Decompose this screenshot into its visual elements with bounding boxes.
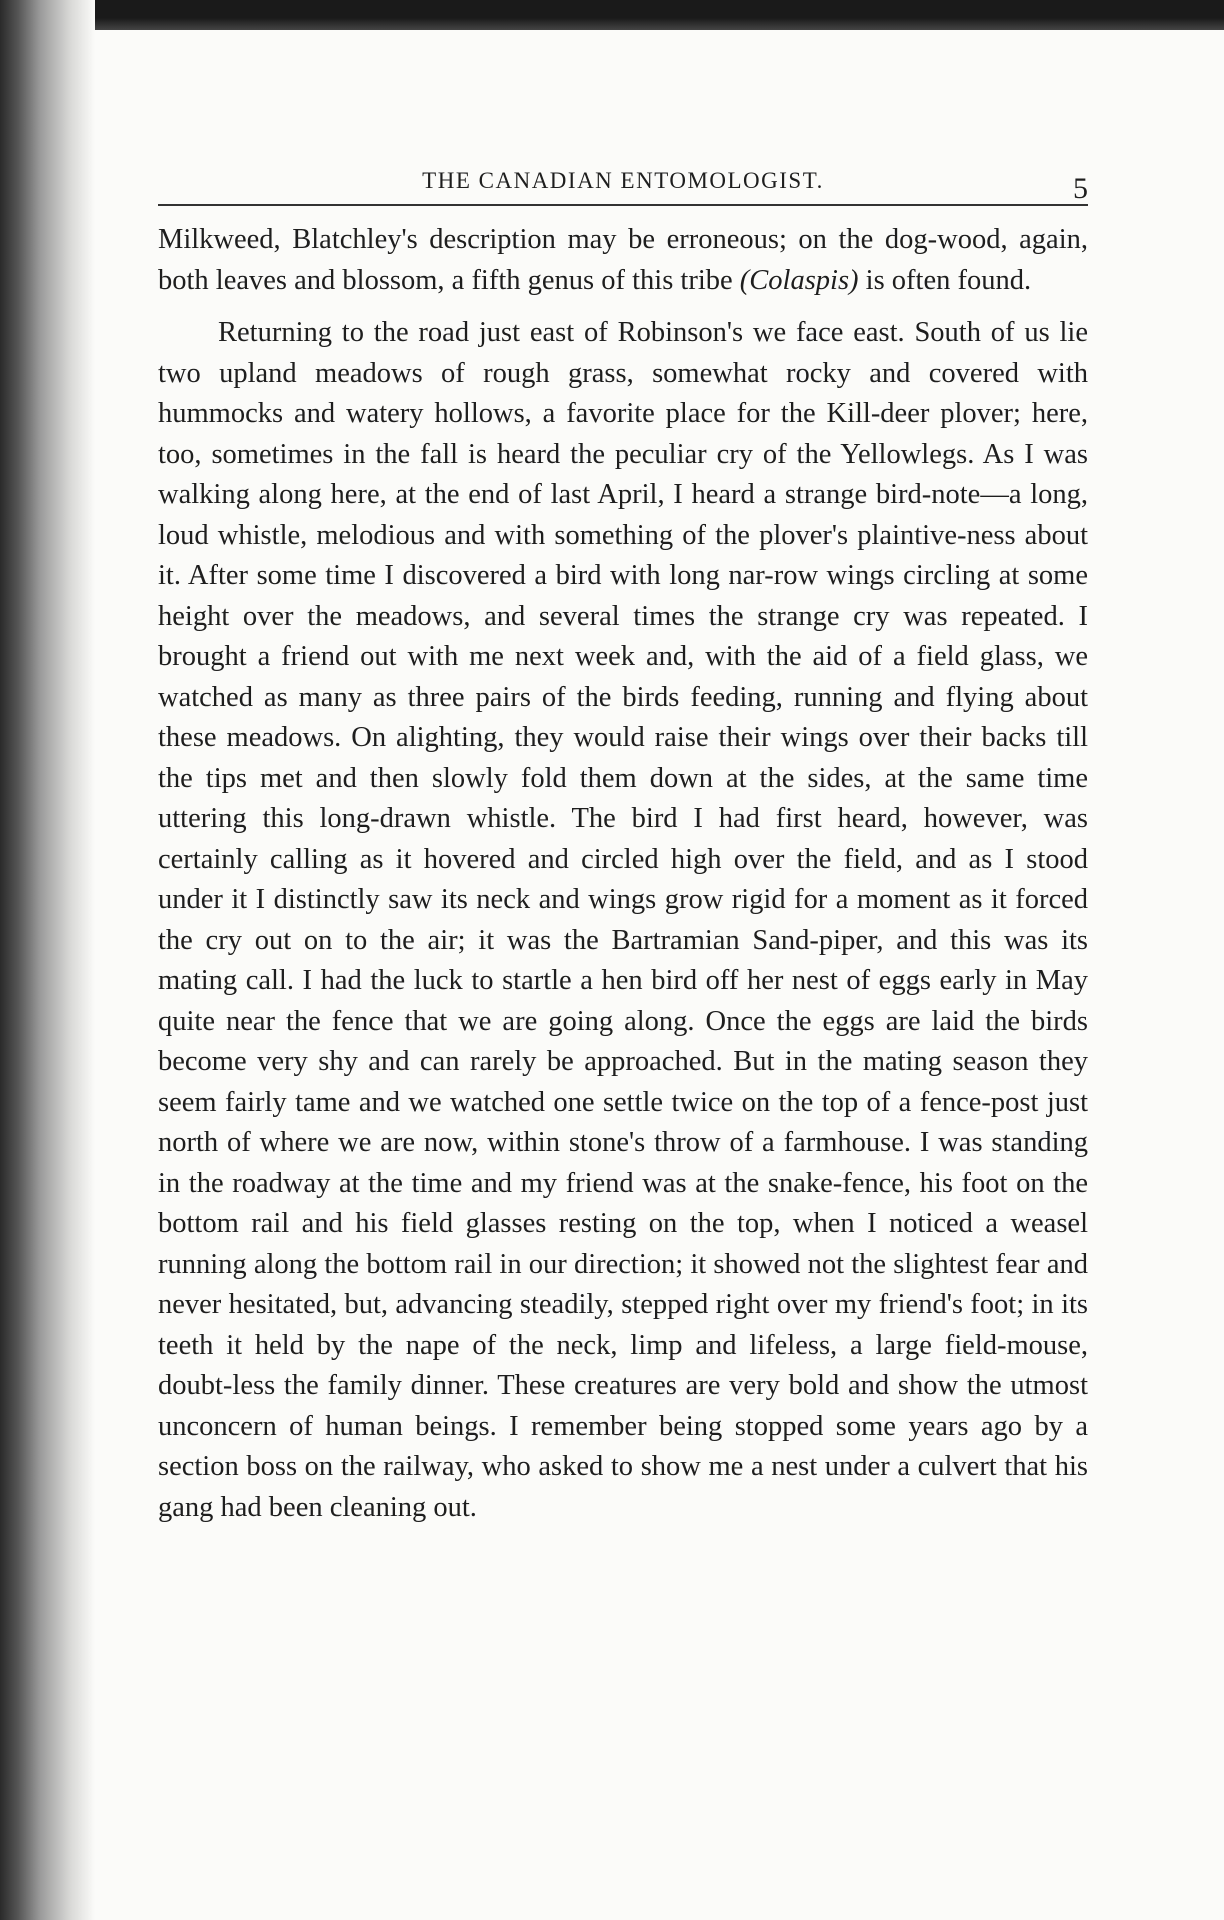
header-rule xyxy=(158,204,1088,206)
paragraph-1-italic-genus: (Colaspis) xyxy=(739,264,859,296)
paragraph-2: Returning to the road just east of Robinson's we face east. South of us lie two upland meadows of rough grass, somewhat rocky and covered with hummocks and watery hollows, a favorite place for the Kill-deer plover; here, too, sometimes in the fall is heard the peculiar cry of the Yellowlegs. As I was walking along here, at the end of last April, I heard a strange bird-note—a long, loud whistle, melodious and with something of the plover's plaintive-ness about it. After some time I discovered a bird with long nar-row wings circling at some height over the meadows, and several times the strange cry was repeated. I brought a friend out with me next week and, with the aid of a field glass, we watched as many as three pairs of the birds feeding, running and flying about these meadows. On alighting, they would raise their wings over their backs till the tips met and then slowly fold them down at the sides, at the same time uttering this long-drawn whistle. The bird I had first heard, however, was certainly calling as it hovered and circled high over the field, and as I stood under it I distinctly saw its neck and wings grow rigid for a moment as it forced the cry out on to the air; it was the Bartramian Sand-piper, and this was its mating call. I had the luck to startle a hen bird off her nest of eggs early in May quite near the fence that we are going along. Once the eggs are laid the birds become very shy and can rarely be approached. But in the mating season they seem fairly tame and we watched one settle twice on the top of a fence-post just north of where we are now, within stone's throw of a farmhouse. I was standing in the roadway at the time and my friend was at the snake-fence, his foot on the bottom rail and his field glasses resting on the top, when I noticed a weasel running along the bottom rail in our direction; it showed not the slightest fear and never hesitated, but, advancing steadily, stepped right over my friend's foot; in its teeth it held by the nape of the neck, limp and lifeless, a large field-mouse, doubt-less the family dinner. These creatures are very bold and show the utmost unconcern of human beings. I remember being stopped some years ago by a section boss on the railway, who asked to show me a nest under a culvert that his gang had been cleaning out. xyxy=(158,317,1088,1523)
scan-top-edge xyxy=(0,0,1224,30)
paragraph-1-text-end: is often found. xyxy=(858,264,1032,296)
page-header xyxy=(158,150,1088,208)
body-text xyxy=(158,220,1088,1528)
paragraph-1 xyxy=(158,220,1088,301)
page-content xyxy=(158,150,1088,1528)
running-title: THE CANADIAN ENTOMOLOGIST. xyxy=(422,168,824,193)
paragraph-1-text: Milkweed, Blatchley's description may be erroneous; on the dog-wood, again, both leaves and blossom, a fifth genus of this tribe xyxy=(158,224,1088,296)
book-spine-shadow xyxy=(0,0,95,1920)
page-number: 5 xyxy=(1073,172,1088,205)
